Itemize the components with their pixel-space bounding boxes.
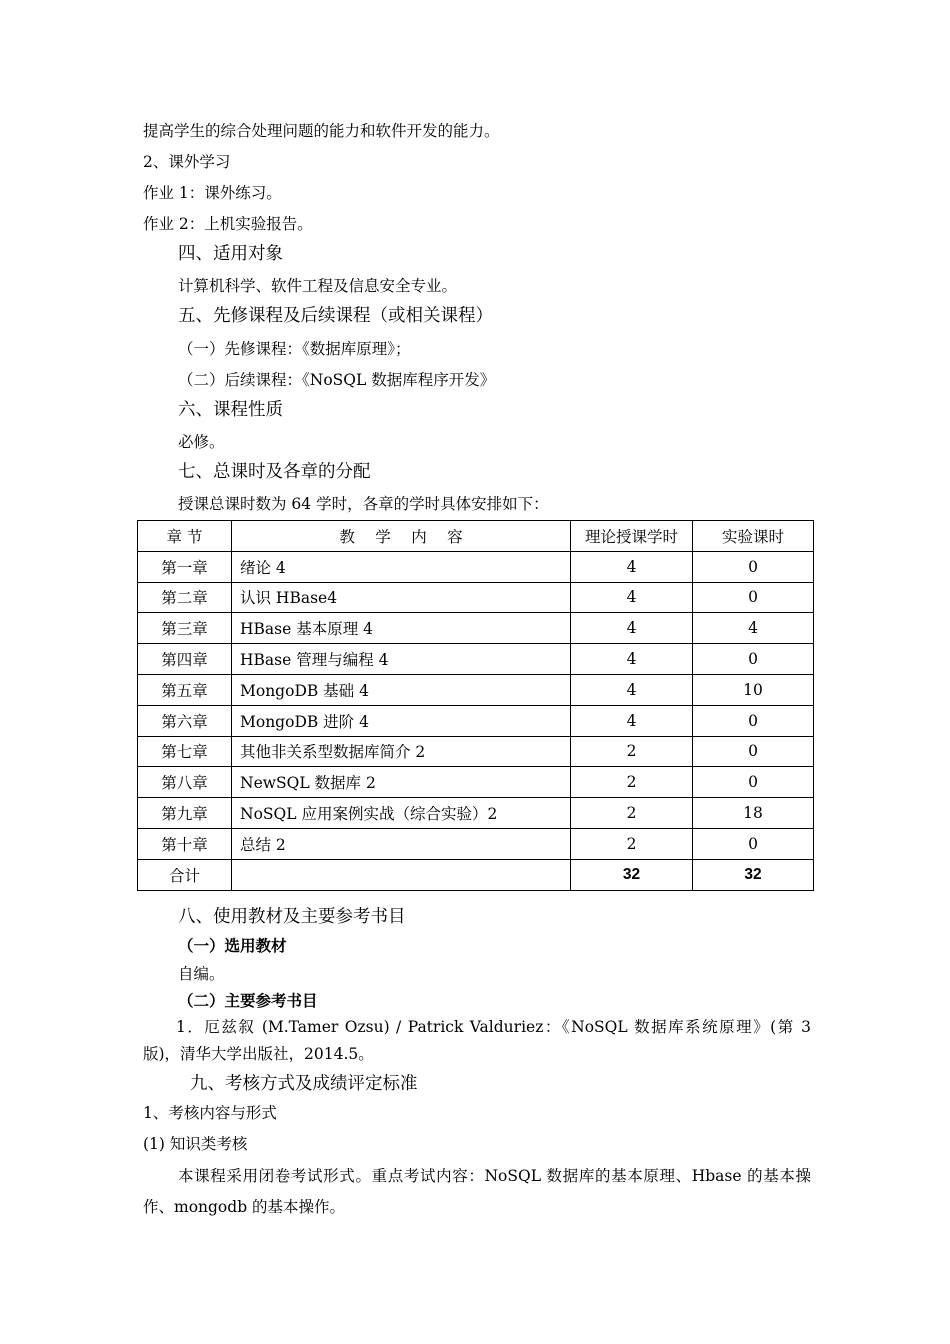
lab-hours-cell: 18 — [693, 798, 814, 829]
theory-hours-cell: 2 — [571, 736, 693, 767]
header-content: 教 学 内 容 — [232, 521, 571, 552]
theory-hours-cell: 4 — [571, 705, 693, 736]
table-header-row — [138, 521, 814, 552]
content-cell: NewSQL 数据库 2 — [232, 767, 571, 798]
table-row — [138, 828, 814, 859]
section-5-title: 五、先修课程及后续课程（或相关课程） — [178, 306, 493, 326]
table-row — [138, 674, 814, 705]
lab-hours-cell: 0 — [693, 736, 814, 767]
header-theory-hours: 理论授课学时 — [571, 521, 693, 552]
theory-hours-cell: 4 — [571, 582, 693, 613]
section-8-title: 八、使用教材及主要参考书目 — [178, 907, 406, 927]
content-cell: MongoDB 基础 4 — [232, 674, 571, 705]
total-theory-hours-cell: 32 — [571, 859, 693, 890]
intro-line-1: 提高学生的综合处理问题的能力和软件开发的能力。 — [143, 122, 500, 140]
section-7-text: 授课总课时数为 64 学时，各章的学时具体安排如下： — [178, 495, 549, 513]
section-6-title: 六、课程性质 — [178, 400, 283, 420]
theory-hours-cell: 2 — [571, 798, 693, 829]
lab-hours-cell: 10 — [693, 674, 814, 705]
intro-line-4: 作业 2：上机实验报告。 — [143, 215, 313, 233]
chapter-cell: 第八章 — [138, 767, 232, 798]
lab-hours-cell: 0 — [693, 705, 814, 736]
section-4-text: 计算机科学、软件工程及信息安全专业。 — [178, 277, 458, 295]
chapter-cell: 第九章 — [138, 798, 232, 829]
chapter-cell: 第一章 — [138, 551, 232, 582]
section-7-title: 七、总课时及各章的分配 — [178, 462, 371, 482]
knowledge-assessment-subtitle: (1) 知识类考核 — [143, 1135, 248, 1153]
theory-hours-cell: 4 — [571, 644, 693, 675]
chapter-cell: 第十章 — [138, 828, 232, 859]
assessment-text: 本课程采用闭卷考试形式。重点考试内容：NoSQL 数据库的基本原理、Hbase 的基本操作、mongodb 的基本操作。 — [143, 1167, 811, 1216]
intro-line-2: 2、课外学习 — [143, 153, 231, 171]
follow-up-course: （二）后续课程：《NoSQL 数据库程序开发》 — [178, 371, 496, 389]
theory-hours-cell: 4 — [571, 613, 693, 644]
lab-hours-cell: 0 — [693, 644, 814, 675]
total-content-cell — [232, 859, 571, 890]
theory-hours-cell: 2 — [571, 828, 693, 859]
table-total-row — [138, 859, 814, 890]
assessment-subtitle: 1、考核内容与形式 — [143, 1104, 277, 1122]
table-row — [138, 798, 814, 829]
theory-hours-cell: 4 — [571, 674, 693, 705]
content-cell: HBase 管理与编程 4 — [232, 644, 571, 675]
table-row — [138, 736, 814, 767]
hours-table — [137, 520, 814, 891]
lab-hours-cell: 0 — [693, 767, 814, 798]
table-row — [138, 644, 814, 675]
content-cell: 绪论 4 — [232, 551, 571, 582]
lab-hours-cell: 0 — [693, 551, 814, 582]
section-6-text: 必修。 — [178, 433, 225, 451]
table-row — [138, 767, 814, 798]
header-chapter: 章 节 — [138, 521, 232, 552]
lab-hours-cell: 4 — [693, 613, 814, 644]
content-cell: 总结 2 — [232, 828, 571, 859]
table-row — [138, 613, 814, 644]
table-row — [138, 705, 814, 736]
table-row — [138, 551, 814, 582]
lab-hours-cell: 0 — [693, 828, 814, 859]
table-row — [138, 582, 814, 613]
reference-1: 1．厄兹叙 (M.Tamer Ozsu) / Patrick Valduriez：《NoSQL 数据库系统原理》(第 3 版)，清华大学出版社，2014.5。 — [143, 1018, 811, 1063]
header-lab-hours: 实验课时 — [693, 521, 814, 552]
chapter-cell: 第二章 — [138, 582, 232, 613]
lab-hours-cell: 0 — [693, 582, 814, 613]
chapter-cell: 第五章 — [138, 674, 232, 705]
chapter-cell: 第六章 — [138, 705, 232, 736]
theory-hours-cell: 2 — [571, 767, 693, 798]
total-lab-hours-cell: 32 — [693, 859, 814, 890]
chapter-cell: 第四章 — [138, 644, 232, 675]
intro-line-3: 作业 1：课外练习。 — [143, 184, 282, 202]
chapter-cell: 第三章 — [138, 613, 232, 644]
textbook-text: 自编。 — [178, 965, 225, 983]
prerequisite-course: （一）先修课程：《数据库原理》； — [178, 340, 411, 358]
total-label-cell: 合计 — [138, 859, 232, 890]
section-4-title: 四、适用对象 — [178, 244, 283, 264]
content-cell: NoSQL 应用案例实战（综合实验）2 — [232, 798, 571, 829]
textbook-subtitle: （一）选用教材 — [178, 937, 287, 955]
section-9-title: 九、考核方式及成绩评定标准 — [190, 1074, 418, 1094]
content-cell: 其他非关系型数据库简介 2 — [232, 736, 571, 767]
content-cell: 认识 HBase4 — [232, 582, 571, 613]
content-cell: HBase 基本原理 4 — [232, 613, 571, 644]
content-cell: MongoDB 进阶 4 — [232, 705, 571, 736]
chapter-cell: 第七章 — [138, 736, 232, 767]
references-subtitle: （二）主要参考书目 — [178, 992, 318, 1010]
theory-hours-cell: 4 — [571, 551, 693, 582]
